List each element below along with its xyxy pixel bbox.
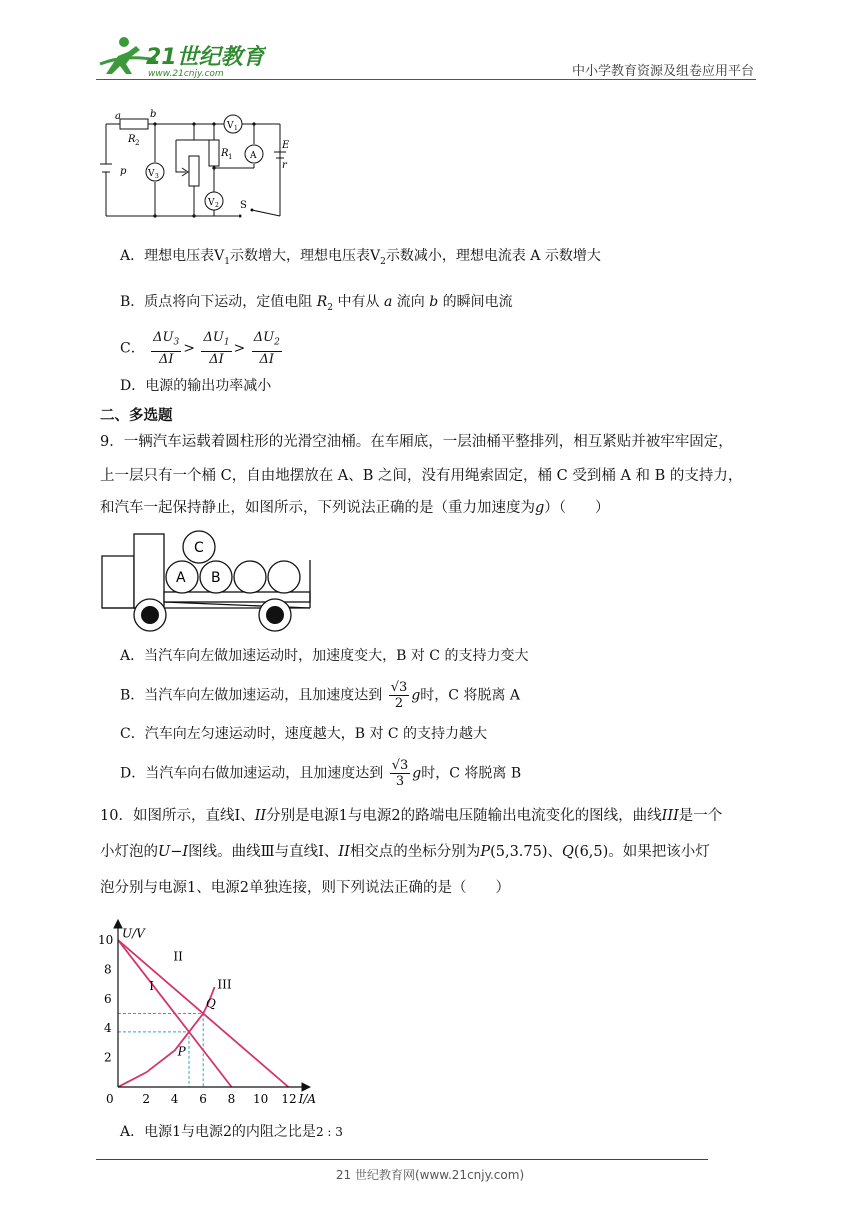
barrel-3 <box>234 561 266 593</box>
guide-Q <box>118 1014 203 1088</box>
logo-text: 21世纪教育 <box>146 45 265 70</box>
point-label-Q: Q <box>206 996 216 1011</box>
y-tick-label: 4 <box>104 1021 112 1036</box>
footer-text: 21 世纪教育网(www.21cnjy.com) <box>335 1168 525 1182</box>
x-tick-label: 0 <box>106 1092 114 1106</box>
x-axis-label: I/A <box>298 1092 317 1106</box>
svg-text:r: r <box>282 160 287 171</box>
svg-text:V: V <box>208 198 215 208</box>
svg-text:b: b <box>150 109 157 120</box>
truck-cab-front <box>102 556 134 608</box>
barrel-4 <box>268 561 300 593</box>
truck-cab <box>134 534 164 608</box>
svg-text:V: V <box>148 169 155 179</box>
q9-line3: 和汽车一起保持静止，如图所示，下列说法正确的是（重力加速度为g）（ ） <box>100 500 610 516</box>
q9-line1: 9．一辆汽车运载着圆柱形的光滑空油桶。在车厢底，一层油桶平整排列，相互紧贴并被牢牢固定， <box>100 434 733 450</box>
truck-bed <box>164 592 310 602</box>
y-axis-label: U/V <box>122 926 145 941</box>
q9-option-b: B．当汽车向左做加速运动，且加速度达到 $\frac{√3}{2}$ g时，C 将脱离 A <box>120 680 521 711</box>
q10-line2: 小灯泡的U−I图线。曲线Ⅲ与直线Ⅰ、II相交点的坐标分别为P(5,3.75)、Q(6,5)。如果把该小灯 <box>100 844 710 860</box>
svg-text:S: S <box>240 200 247 211</box>
q8-option-a: A．理想电压表$V_1$示数增大，理想电压表$V_2$示数减小，理想电流表 A 示数增大 <box>120 248 601 267</box>
svg-text:E: E <box>282 140 290 151</box>
svg-text:B: B <box>211 570 221 586</box>
series-label-III: III <box>217 977 232 992</box>
x-tick-label: 2 <box>142 1092 151 1106</box>
series-label-II: II <box>173 949 183 964</box>
site-tagline: 中小学教育资源及组卷应用平台 <box>571 64 754 79</box>
svg-text:2: 2 <box>135 139 140 147</box>
x-tick-label: 6 <box>199 1092 207 1106</box>
series-label-I: I <box>149 978 154 993</box>
x-tick-label: 4 <box>170 1092 179 1106</box>
svg-text:R: R <box>128 134 136 145</box>
section-title: 二、多选题 <box>100 408 173 424</box>
point-label-P: P <box>177 1044 186 1059</box>
q8-option-c: C． $\frac{\Delta U_3}{\Delta I}$ > $\frac{\Delta U_1}{\Delta I}$ > $\frac{\Delta U_2}{\Delta I}$ <box>120 330 280 367</box>
svg-text:1: 1 <box>234 125 238 132</box>
svg-text:A: A <box>250 151 257 161</box>
svg-text:p: p <box>120 166 127 177</box>
resistor-r2-shape <box>120 119 148 129</box>
svg-text:a: a <box>115 111 121 122</box>
x-tick-label: 12 <box>281 1092 297 1106</box>
svg-text:V: V <box>227 121 234 131</box>
q9-option-a: A．当汽车向左做加速运动时，加速度变大，B 对 C 的支持力变大 <box>120 648 529 664</box>
wheel-right-icon <box>259 599 291 631</box>
svg-text:3: 3 <box>155 173 159 180</box>
truck-diagram <box>98 526 320 634</box>
q10-option-a: A．电源1与电源2的内阻之比是2 : 3 <box>120 1124 343 1140</box>
svg-text:2: 2 <box>215 202 219 209</box>
q8-option-d: D．电源的输出功率减小 <box>120 378 272 394</box>
svg-text:C: C <box>194 540 204 556</box>
y-tick-label: 8 <box>104 962 112 977</box>
q9-line2: 上一层只有一个桶 C，自由地摆放在 A、B 之间，没有用绳索固定，桶 C 受到桶 A 和 B 的支持力， <box>100 468 743 484</box>
header-divider <box>96 79 756 80</box>
circuit-diagram <box>98 104 298 224</box>
wheel-left-icon <box>134 599 166 631</box>
q10-line1: 10．如图所示，直线Ⅰ、II分别是电源1与电源2的路端电压随输出电流变化的图线，曲线III是一个 <box>100 808 723 824</box>
guide-P <box>118 1032 189 1087</box>
y-tick-label: 2 <box>104 1050 112 1065</box>
svg-text:R: R <box>221 148 229 159</box>
logo-url: www.21cnjy.com <box>148 69 224 79</box>
q10-line3: 泡分别与电源1、电源2单独连接，则下列说法正确的是（ ） <box>100 880 510 896</box>
y-tick-label: 6 <box>104 991 112 1006</box>
q8-option-b: B．质点将向下运动，定值电阻 $R_2$ 中有从 a 流向 b 的瞬间电流 <box>120 294 513 313</box>
ui-chart <box>96 904 356 1110</box>
footer-divider <box>96 1159 708 1160</box>
y-tick-label: 10 <box>98 933 114 947</box>
svg-text:A: A <box>176 570 186 586</box>
x-tick-label: 10 <box>253 1092 269 1106</box>
x-tick-label: 8 <box>227 1092 236 1106</box>
site-logo <box>96 34 266 80</box>
q9-option-d: D．当汽车向右做加速运动，且加速度达到 $\frac{√3}{3}$ g时，C 将脱离 B <box>120 758 522 789</box>
svg-text:1: 1 <box>228 153 233 161</box>
q9-option-c: C．汽车向左匀速运动时，速度越大，B 对 C 的支持力越大 <box>120 726 488 742</box>
